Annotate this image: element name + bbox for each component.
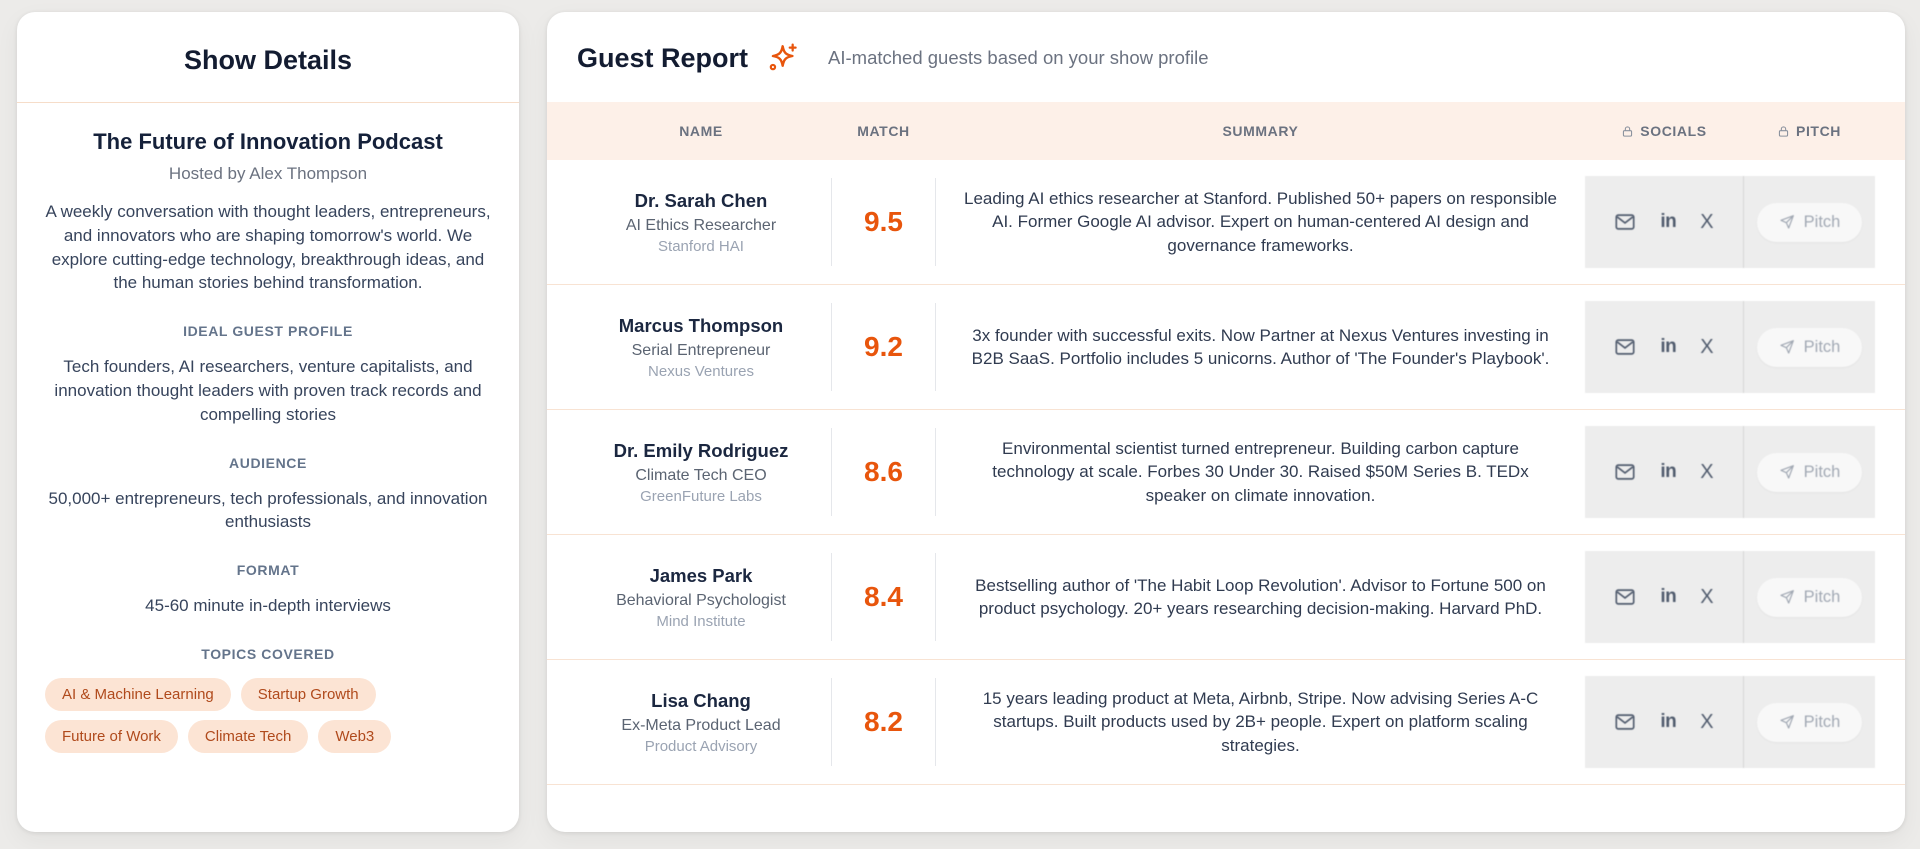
pitch-button[interactable] <box>1757 703 1863 742</box>
section-label-ideal-guest-profile: IDEAL GUEST PROFILE <box>183 323 353 340</box>
guest-name-cell <box>571 690 831 755</box>
socials-cell <box>1585 426 1743 518</box>
match-score: 8.4 <box>864 581 903 612</box>
pitch-cell <box>1743 426 1875 518</box>
topic-pill: Future of Work <box>45 720 178 753</box>
sparkles-icon <box>766 42 798 74</box>
summary-cell <box>936 324 1585 371</box>
linkedin-icon: in <box>1660 336 1677 357</box>
guest-organization: Stanford HAI <box>658 237 744 255</box>
send-icon <box>1779 714 1795 730</box>
guest-organization: Nexus Ventures <box>648 362 754 380</box>
x-button[interactable] <box>1700 461 1713 484</box>
guest-row <box>547 410 1905 535</box>
guest-name: Lisa Chang <box>651 689 751 711</box>
pitch-button-label: Pitch <box>1803 712 1841 731</box>
column-header-name: NAME <box>679 123 723 139</box>
pitch-button[interactable] <box>1757 453 1863 492</box>
linkedin-button[interactable] <box>1660 211 1676 233</box>
guest-row <box>547 660 1905 785</box>
pitch-button-label: Pitch <box>1803 337 1841 356</box>
guest-report-panel <box>547 12 1905 832</box>
envelope-icon <box>1614 461 1636 483</box>
guest-name: Dr. Emily Rodriguez <box>613 439 789 461</box>
podcast-host: Hosted by Alex Thompson <box>168 164 368 183</box>
section-label-topics-covered: TOPICS COVERED <box>201 645 335 662</box>
summary-cell <box>936 437 1585 507</box>
pitch-cell <box>1743 551 1875 643</box>
guest-summary: 15 years leading product at Meta, Airbnb, Stripe. Now advising Series A-C startups. Built products used by 2B+ people. Expert on platform scaling strategies. <box>982 688 1539 755</box>
email-button[interactable] <box>1614 461 1636 483</box>
guest-name-cell <box>571 315 831 380</box>
linkedin-button[interactable] <box>1660 586 1676 608</box>
linkedin-icon: in <box>1660 211 1677 232</box>
socials-header-label: SOCIALS <box>1640 123 1707 139</box>
x-button[interactable] <box>1700 711 1713 734</box>
guest-summary: 3x founder with successful exits. Now Partner at Nexus Ventures investing in B2B SaaS. Portfolio includes 5 unicorns. Author of 'The Founder's Playbook'. <box>971 325 1550 368</box>
pitch-button-label: Pitch <box>1803 462 1841 481</box>
guest-organization: Product Advisory <box>644 737 758 755</box>
pitch-button-label: Pitch <box>1803 587 1841 606</box>
guest-name: James Park <box>649 564 753 586</box>
podcast-title: The Future of Innovation Podcast <box>93 129 443 154</box>
send-icon <box>1779 214 1795 230</box>
summary-cell <box>936 687 1585 757</box>
guest-row <box>547 160 1905 285</box>
match-score: 9.5 <box>864 206 903 237</box>
email-button[interactable] <box>1614 586 1636 608</box>
locked-actions-block <box>1585 176 1875 268</box>
locked-actions-block <box>1585 426 1875 518</box>
format-text: 45-60 minute in-depth interviews <box>145 596 391 616</box>
guest-report-title: Guest Report <box>577 42 749 73</box>
linkedin-button[interactable] <box>1660 336 1676 358</box>
socials-cell <box>1585 176 1743 268</box>
show-details-body <box>17 103 519 753</box>
locked-actions-block <box>1585 551 1875 643</box>
email-button[interactable] <box>1614 336 1636 358</box>
match-cell <box>831 285 936 409</box>
match-cell <box>831 410 936 534</box>
linkedin-icon: in <box>1660 711 1677 732</box>
guest-role: Ex-Meta Product Lead <box>621 716 781 734</box>
topic-pill: AI & Machine Learning <box>45 678 231 711</box>
send-icon <box>1779 339 1795 355</box>
show-details-panel <box>17 12 519 832</box>
summary-cell <box>936 187 1585 257</box>
guest-role: Serial Entrepreneur <box>631 341 771 359</box>
section-label-format: FORMAT <box>236 562 300 579</box>
pitch-cell <box>1743 676 1875 768</box>
guest-name-cell <box>571 440 831 505</box>
email-button[interactable] <box>1614 211 1636 233</box>
linkedin-button[interactable] <box>1660 711 1676 733</box>
envelope-icon <box>1614 586 1636 608</box>
email-button[interactable] <box>1614 711 1636 733</box>
guest-role: AI Ethics Researcher <box>625 216 777 234</box>
pitch-header-label: PITCH <box>1796 123 1841 139</box>
guest-report-titlebar <box>547 12 1905 102</box>
topic-pill: Web3 <box>318 720 391 753</box>
match-cell <box>831 660 936 784</box>
x-button[interactable] <box>1700 586 1713 609</box>
x-icon: X <box>1700 710 1714 733</box>
column-header-match: MATCH <box>857 123 910 139</box>
guest-summary: Bestselling author of 'The Habit Loop Revolution'. Advisor to Fortune 500 on product psychology. 20+ years researching decision-making. Harvard PhD. <box>975 575 1546 618</box>
guest-role: Behavioral Psychologist <box>616 591 786 609</box>
match-score: 8.6 <box>864 456 903 487</box>
pitch-button[interactable] <box>1757 328 1863 367</box>
locked-actions-block <box>1585 676 1875 768</box>
guest-organization: GreenFuture Labs <box>640 487 762 505</box>
locked-actions-block <box>1585 301 1875 393</box>
lock-icon <box>1777 125 1790 138</box>
lock-icon <box>1621 125 1634 138</box>
column-header-summary: SUMMARY <box>1222 123 1299 139</box>
linkedin-button[interactable] <box>1660 461 1676 483</box>
socials-cell <box>1585 301 1743 393</box>
match-cell <box>831 160 936 284</box>
column-header-pitch <box>1743 123 1875 139</box>
guest-name: Marcus Thompson <box>618 314 784 336</box>
audience-text: 50,000+ entrepreneurs, tech professionals, and innovation enthusiasts <box>48 488 488 532</box>
pitch-button[interactable] <box>1757 203 1863 242</box>
envelope-icon <box>1614 336 1636 358</box>
match-cell <box>831 535 936 659</box>
column-header-socials <box>1585 123 1743 139</box>
show-details-title: Show Details <box>183 45 353 75</box>
socials-cell <box>1585 676 1743 768</box>
guest-row <box>547 285 1905 410</box>
match-score: 8.2 <box>864 706 903 737</box>
x-icon: X <box>1700 585 1714 608</box>
x-icon: X <box>1700 335 1714 358</box>
topic-pill: Climate Tech <box>188 720 308 753</box>
x-icon: X <box>1700 460 1714 483</box>
pitch-button-label: Pitch <box>1803 212 1841 231</box>
guest-report-subtitle: AI-matched guests based on your show profile <box>828 47 1209 68</box>
envelope-icon <box>1614 211 1636 233</box>
guest-summary: Leading AI ethics researcher at Stanford. Published 50+ papers on responsible AI. Former Google AI advisor. Expert on human-centered AI design and governance frameworks. <box>963 188 1558 255</box>
section-label-audience: AUDIENCE <box>229 454 307 471</box>
x-icon: X <box>1700 210 1714 233</box>
pitch-button[interactable] <box>1757 578 1863 617</box>
x-button[interactable] <box>1700 211 1713 234</box>
socials-cell <box>1585 551 1743 643</box>
x-button[interactable] <box>1700 336 1713 359</box>
envelope-icon <box>1614 711 1636 733</box>
guest-summary: Environmental scientist turned entrepreneur. Building carbon capture technology at scale. Forbes 30 Under 30. Raised $50M Series B. TEDx speaker on climate innovation. <box>992 438 1529 505</box>
pitch-cell <box>1743 176 1875 268</box>
guest-name-cell <box>571 565 831 630</box>
linkedin-icon: in <box>1660 461 1677 482</box>
guest-row <box>547 535 1905 660</box>
linkedin-icon: in <box>1660 586 1677 607</box>
guest-name: Dr. Sarah Chen <box>634 189 768 211</box>
ideal-guest-profile-text: Tech founders, AI researchers, venture capitalists, and innovation thought leaders with proven track records and compelling stories <box>54 357 482 424</box>
table-header <box>547 102 1905 160</box>
guest-role: Climate Tech CEO <box>635 466 767 484</box>
send-icon <box>1779 589 1795 605</box>
summary-cell <box>936 574 1585 621</box>
guest-organization: Mind Institute <box>656 612 746 630</box>
podcast-description: A weekly conversation with thought leaders, entrepreneurs, and innovators who are shaping tomorrow's world. We explore cutting-edge technology, breakthrough ideas, and the human stories behind transformation. <box>45 202 491 293</box>
topics-list <box>45 678 491 753</box>
pitch-cell <box>1743 301 1875 393</box>
guest-rows <box>547 160 1905 785</box>
match-score: 9.2 <box>864 331 903 362</box>
send-icon <box>1779 464 1795 480</box>
topic-pill: Startup Growth <box>241 678 376 711</box>
guest-name-cell <box>571 190 831 255</box>
